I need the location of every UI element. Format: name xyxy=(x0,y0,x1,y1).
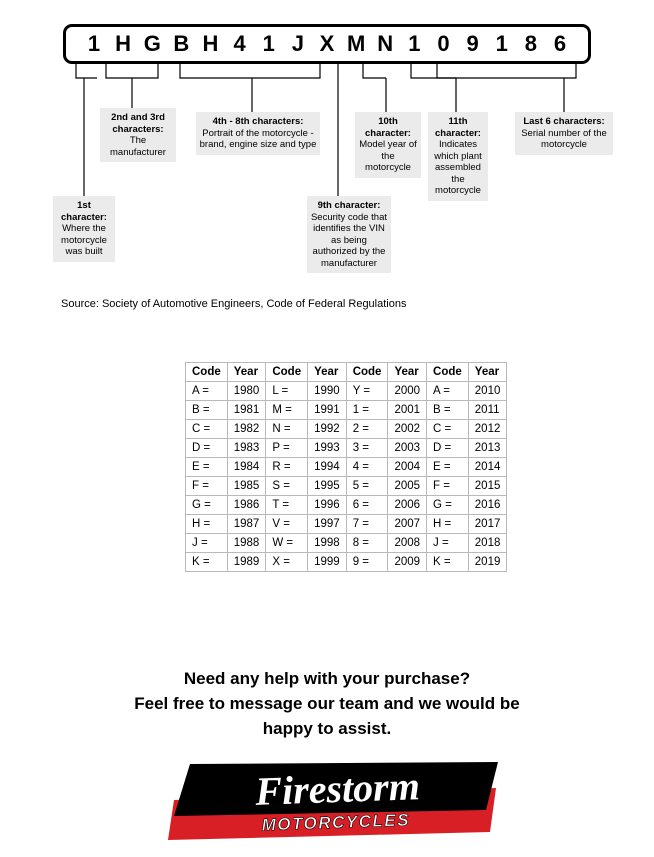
logo-secondary-text: MOTORCYCLES xyxy=(261,810,411,835)
callout-connector-lines xyxy=(0,0,654,330)
help-message xyxy=(47,666,607,741)
table-cell: D = xyxy=(427,439,469,458)
callout-4th-8th-characters xyxy=(196,112,320,155)
table-cell: 2004 xyxy=(388,458,427,477)
table-cell: 5 = xyxy=(346,477,388,496)
table-cell: B = xyxy=(186,401,228,420)
table-cell: 2011 xyxy=(468,401,507,420)
table-cell: 2010 xyxy=(468,382,507,401)
vin-char: 1 xyxy=(262,31,275,56)
callout-body: Indicates which plant assembled the motorcycle xyxy=(434,139,482,196)
table-row xyxy=(186,534,507,553)
table-cell: 1989 xyxy=(227,553,266,572)
callout-body: Portrait of the motorcycle - brand, engine size and type xyxy=(199,127,317,150)
table-cell: 1988 xyxy=(227,534,266,553)
callout-heading: 11th character: xyxy=(435,116,481,139)
table-row xyxy=(186,439,507,458)
callout-body: Where the motorcycle was built xyxy=(61,223,107,257)
table-row xyxy=(186,458,507,477)
table-cell: 9 = xyxy=(346,553,388,572)
callout-body: Model year of the motorcycle xyxy=(359,139,417,173)
table-cell: 1996 xyxy=(308,496,347,515)
callout-body: Security code that identifies the VIN as being authorized by the manufacturer xyxy=(310,211,388,269)
table-cell: 2000 xyxy=(388,382,427,401)
table-cell: 1980 xyxy=(227,382,266,401)
table-cell: J = xyxy=(186,534,228,553)
table-cell: 1987 xyxy=(227,515,266,534)
callout-2nd-3rd-characters xyxy=(100,108,176,162)
logo-primary-text: Firestorm xyxy=(254,763,421,814)
table-cell: 4 = xyxy=(346,458,388,477)
table-cell: 2005 xyxy=(388,477,427,496)
table-header-cell: Code xyxy=(186,363,228,382)
callout-10th-character xyxy=(355,112,421,178)
callout-body: Serial number of the motorcycle xyxy=(521,127,607,150)
table-cell: E = xyxy=(186,458,228,477)
table-header-cell: Code xyxy=(266,363,308,382)
table-cell: 2017 xyxy=(468,515,507,534)
vin-char: 1 xyxy=(408,31,421,56)
table-cell: 2009 xyxy=(388,553,427,572)
callout-9th-character xyxy=(307,196,391,273)
table-row xyxy=(186,477,507,496)
vin-char: 9 xyxy=(466,31,479,56)
table-row xyxy=(186,553,507,572)
callout-heading: 10th character: xyxy=(365,116,411,139)
table-cell: 1992 xyxy=(308,420,347,439)
help-line-1: Need any help with your purchase? xyxy=(183,669,471,688)
table-cell: T = xyxy=(266,496,308,515)
vin-char: N xyxy=(377,31,394,56)
table-cell: 1995 xyxy=(308,477,347,496)
table-cell: L = xyxy=(266,382,308,401)
table-row xyxy=(186,401,507,420)
table-cell: N = xyxy=(266,420,308,439)
help-line-2: Feel free to message our team and we would be xyxy=(134,694,520,713)
callout-1st-character xyxy=(53,196,115,262)
table-cell: S = xyxy=(266,477,308,496)
table-cell: 1999 xyxy=(308,553,347,572)
table-cell: 2002 xyxy=(388,420,427,439)
table-header-cell: Code xyxy=(427,363,469,382)
table-cell: C = xyxy=(427,420,469,439)
table-cell: 1983 xyxy=(227,439,266,458)
vin-char: 8 xyxy=(524,31,537,56)
table-cell: 8 = xyxy=(346,534,388,553)
table-cell: K = xyxy=(427,553,469,572)
table-cell: 1982 xyxy=(227,420,266,439)
table-cell: 2003 xyxy=(388,439,427,458)
vin-char: B xyxy=(173,31,190,56)
table-row xyxy=(186,496,507,515)
table-cell: 2 = xyxy=(346,420,388,439)
table-cell: P = xyxy=(266,439,308,458)
source-note: Source: Society of Automotive Engineers, Code of Federal Regulations xyxy=(61,298,407,310)
table-cell: 1994 xyxy=(308,458,347,477)
table-cell: 7 = xyxy=(346,515,388,534)
vin-char: 1 xyxy=(87,31,101,56)
table-cell: 2014 xyxy=(468,458,507,477)
table-cell: 1998 xyxy=(308,534,347,553)
table-cell: V = xyxy=(266,515,308,534)
vin-char: 0 xyxy=(437,31,450,56)
table-cell: H = xyxy=(186,515,228,534)
year-code-table xyxy=(185,362,507,572)
table-cell: 2001 xyxy=(388,401,427,420)
table-cell: 2012 xyxy=(468,420,507,439)
table-cell: 2016 xyxy=(468,496,507,515)
table-header-cell: Year xyxy=(388,363,427,382)
firestorm-motorcycles-logo xyxy=(168,762,498,842)
table-cell: R = xyxy=(266,458,308,477)
table-cell: G = xyxy=(427,496,469,515)
vin-char: H xyxy=(202,31,219,56)
table-header-cell: Year xyxy=(227,363,266,382)
table-cell: 1990 xyxy=(308,382,347,401)
table-cell: Y = xyxy=(346,382,388,401)
help-line-3: happy to assist. xyxy=(262,719,392,738)
table-cell: 2015 xyxy=(468,477,507,496)
table-row xyxy=(186,382,507,401)
table-header-row xyxy=(186,363,507,382)
table-row xyxy=(186,515,507,534)
table-cell: 6 = xyxy=(346,496,388,515)
vin-char: J xyxy=(291,31,304,56)
table-cell: J = xyxy=(427,534,469,553)
callout-heading: 9th character: xyxy=(317,200,381,211)
vin-char: 1 xyxy=(495,31,508,56)
table-cell: C = xyxy=(186,420,228,439)
table-cell: 1997 xyxy=(308,515,347,534)
table-cell: F = xyxy=(186,477,228,496)
table-cell: 2007 xyxy=(388,515,427,534)
callout-last-6-characters xyxy=(515,112,613,155)
vin-char: X xyxy=(319,31,335,56)
table-cell: 2019 xyxy=(468,553,507,572)
table-cell: G = xyxy=(186,496,228,515)
callout-heading: Last 6 characters: xyxy=(523,116,605,127)
table-cell: D = xyxy=(186,439,228,458)
table-row xyxy=(186,420,507,439)
table-cell: 1984 xyxy=(227,458,266,477)
table-cell: H = xyxy=(427,515,469,534)
year-code-table-wrapper xyxy=(185,362,507,572)
table-cell: A = xyxy=(186,382,228,401)
table-cell: E = xyxy=(427,458,469,477)
callout-heading: 4th - 8th characters: xyxy=(212,116,304,127)
table-cell: 2008 xyxy=(388,534,427,553)
table-cell: 1993 xyxy=(308,439,347,458)
table-cell: 1981 xyxy=(227,401,266,420)
table-cell: K = xyxy=(186,553,228,572)
table-cell: 2013 xyxy=(468,439,507,458)
table-cell: 1 = xyxy=(346,401,388,420)
callout-body: The manufacturer xyxy=(110,135,166,158)
vin-char: H xyxy=(115,31,132,56)
table-cell: 1985 xyxy=(227,477,266,496)
table-cell: X = xyxy=(266,553,308,572)
vin-char: G xyxy=(143,31,161,56)
table-cell: F = xyxy=(427,477,469,496)
table-cell: 1986 xyxy=(227,496,266,515)
table-cell: M = xyxy=(266,401,308,420)
table-cell: A = xyxy=(427,382,469,401)
table-cell: 2006 xyxy=(388,496,427,515)
vin-char: M xyxy=(346,31,366,56)
callout-11th-character xyxy=(428,112,488,201)
table-header-cell: Code xyxy=(346,363,388,382)
callout-heading: 1st character: xyxy=(61,200,107,223)
table-header-cell: Year xyxy=(468,363,507,382)
table-header-cell: Year xyxy=(308,363,347,382)
table-cell: 2018 xyxy=(468,534,507,553)
vin-char: 6 xyxy=(553,31,567,56)
callout-heading: 2nd and 3rd characters: xyxy=(111,112,165,135)
table-cell: 1991 xyxy=(308,401,347,420)
table-cell: 3 = xyxy=(346,439,388,458)
table-cell: B = xyxy=(427,401,469,420)
vin-char: 4 xyxy=(233,31,246,56)
table-cell: W = xyxy=(266,534,308,553)
